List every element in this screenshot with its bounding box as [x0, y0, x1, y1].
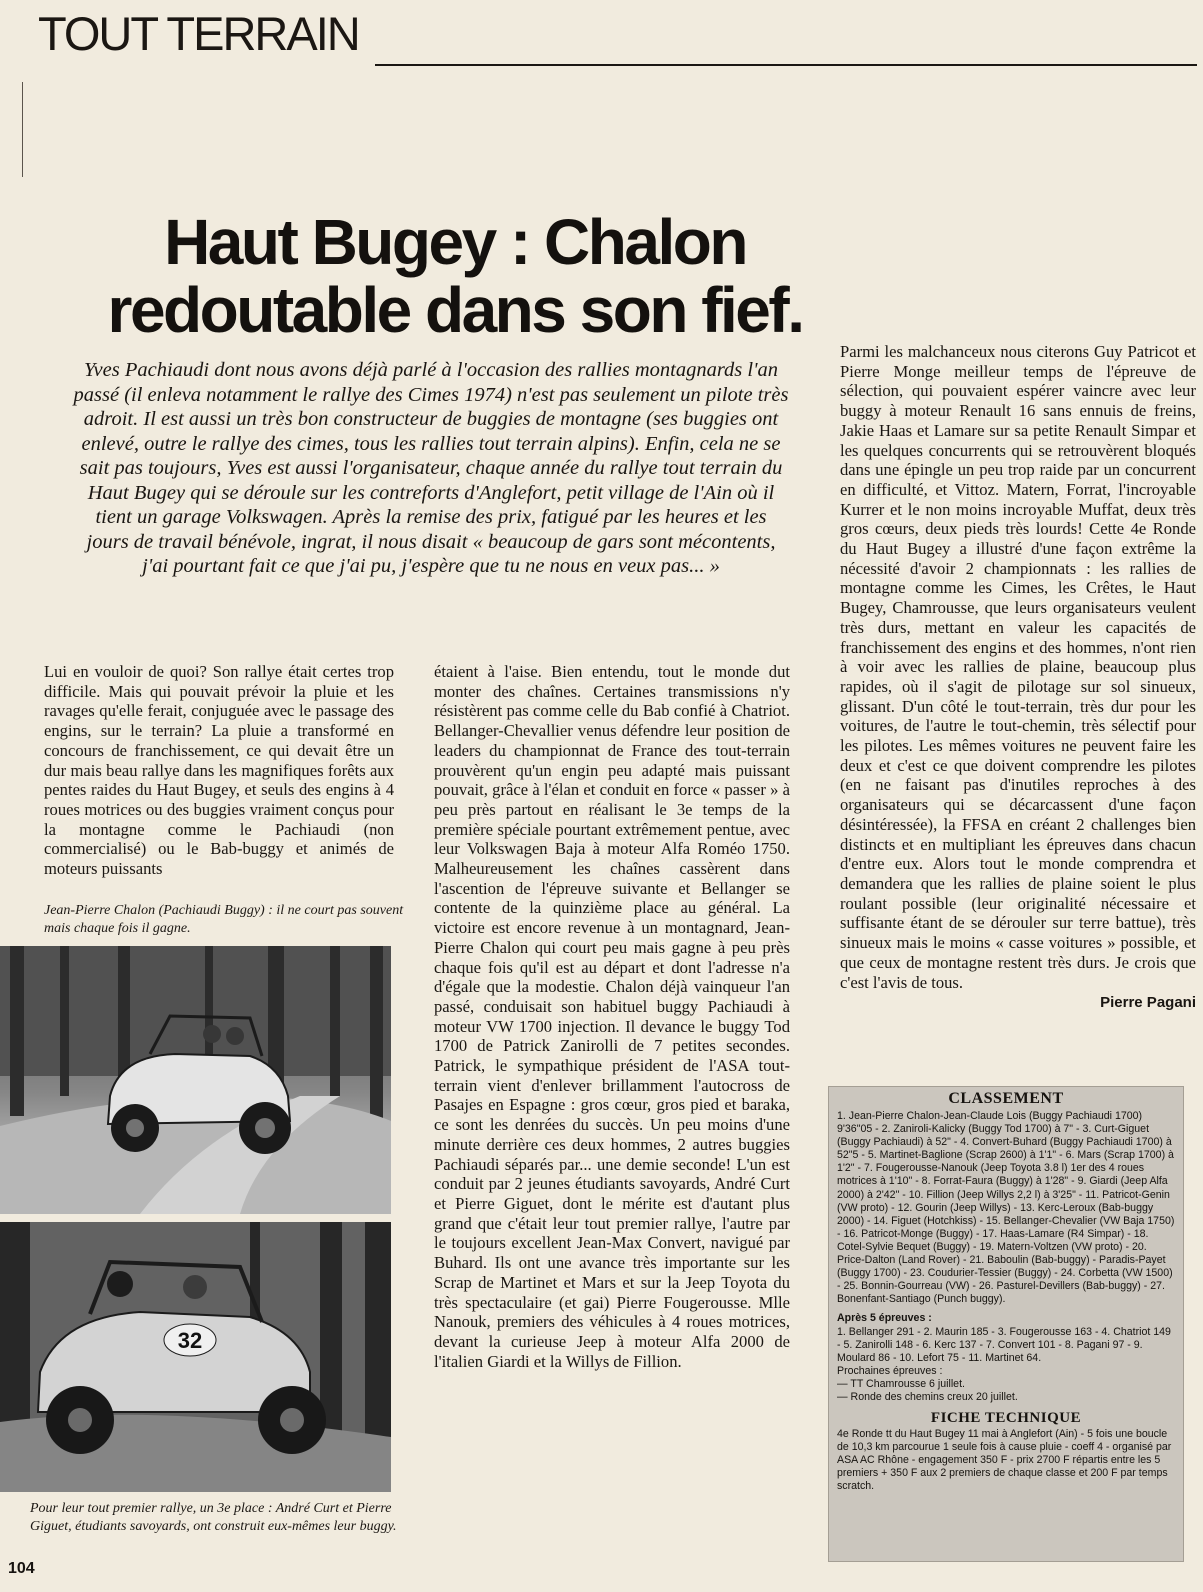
next-event-2: — Ronde des chemins creux 20 juillet.	[837, 1390, 1018, 1403]
header-rule	[375, 64, 1197, 66]
intro-paragraph: Yves Pachiaudi dont nous avons déjà parlé à l'occasion des rallies montagnards l'an passé (il enleva notamment le rallye des Cimes 1974) n'est pas seulement un pilote très adroit. Il est aussi un très bon constructeur de buggies de montagne (ses buggies ont enlevé, outre le rallye des cimes, tous les rallies tout terrain alpins). Enfin, cela ne se sait pas toujours, Yves est aussi l'organisateur, chaque année du rallye tout terrain du Haut Bugey qui se déroule sur les contreforts d'Anglefort, petit village de l'Ain où il tient un garage Volkswagen. Après la remise des prix, fatigué par les heures et les jours de travail bénévole, ingrat, il nous disait « beaucoup de gars sont mécontents, j'ai pourtant fait ce que j'ai pu, j'espère que tu ne nous en veux pas... »	[73, 359, 789, 577]
standings-text: 1. Bellanger 291 - 2. Maurin 185 - 3. Fougerousse 163 - 4. Chatriot 149 - 5. Zanirolli 148 - 6. Kerc 137 - 7. Convert 101 - 8. Pagani 97 - 9. Moulard 86 - 10. Lefort 75 - 11. Martinet 64.	[837, 1325, 1171, 1364]
page-number: 104	[8, 1560, 35, 1577]
column-1-text: Lui en vouloir de quoi? Son rallye était certes trop difficile. Mais qui pouvait prévoir la pluie et les ravages qu'elle ferait, conjuguée avec le passage des engins, sur le terrain? La pluie a transformé en concours de franchissement, ce qui devait être un dur mais beau rallye dans les magnifiques forêts aux pentes raides du Haut Bugey, et seuls des engins à 4 roues motrices ou des buggies vraiment conçus pour la montagne comme le Pachiaudi (non commercialisé) ou le Bab-buggy et animés de moteurs puissants	[44, 662, 394, 879]
plate-number: 32	[177, 1328, 203, 1353]
column-2	[434, 662, 790, 1371]
next-events-label: Prochaines épreuves :	[837, 1364, 943, 1377]
column-1	[44, 662, 394, 879]
column-3	[840, 342, 1196, 1013]
headline-line-1: Haut Bugey : Chalon	[164, 206, 746, 278]
next-event-1: — TT Chamrousse 6 juillet.	[837, 1377, 965, 1390]
photo-2-illustration	[0, 1222, 391, 1492]
classement-list: 1. Jean-Pierre Chalon-Jean-Claude Lois (Buggy Pachiaudi 1700) 9'36"05 - 2. Zaniroli-Kalicky (Buggy Tod 1700) à 7" - 3. Curt-Giguet (Buggy Pachiaudi) à 52" - 4. Convert-Buhard (Buggy Pachiaudi 1700) à 52"5 - 5. Martinet-Baglione (Scrap 2600) à 1'1" - 6. Mars (Scrap 1700) à 1'2" - 7. Fougerousse-Nanouk (Jeep Toyota 3.8 l) 1er des 4 roues motrices à 1'10" - 8. Forrat-Faura (Buggy) à 1'28" - 9. Giardi (Jeep Alfa 2000) à 2'42" - 10. Fillion (Jeep Willys 2,2 l) à 3'25" - 11. Patricot-Genin (VW proto) - 12. Gourin (Jeep Willys) - 13. Kerc-Leroux (Bab-buggy 2000) - 14. Figuet (Hotchkiss) - 15. Bellanger-Chevalier (VW Baja 1750) - 16. Patricot-Monge (Buggy) - 17. Haas-Lamare (R4 Simpar) - 18. Cotel-Sylvie Bequet (Buggy) - 19. Matern-Voltzen (VW proto) - 20. Price-Dalton (Land Rover) - 21. Baboulin (Bab-buggy) - Paradis-Payet (Buggy 1700) - 23. Coudurier-Tessier (Buggy) - 24. Corbetta (VW 1500) - 25. Bonnin-Gourreau (VW) - 26. Pasturel-Devillers (Bab-buggy) - 27. Bonenfant-Santiago (Punch buggy).	[837, 1110, 1175, 1306]
section-title: TOUT TERRAIN	[38, 7, 359, 60]
column-3-text: Parmi les malchanceux nous citerons Guy Patricot et Pierre Monge meilleur temps de l'épreuve de sélection, qui pouvaient espérer vaincre avec leur buggy à moteur Renault 16 sans ennuis de freins, Jakie Haas et Lamare sur sa petite Renault Simpar et les quelques concurrents qui se retrouvèrent bloqués dans une épingle un peu trop raide par un concurrent en difficulté, et Vittoz. Matern, Forrat, l'incroyable Kurrer et le non moins incroyable Muffat, deux très gros cœurs, deux pieds très lourds! Cette 4e Ronde du Haut Bugey a illustré d'une façon extrême la nécessité d'avoir 2 championnats : les rallies de montagne comme les Cimes, les Crêtes, le Haut Bugey, Chamrousse, que leurs organisateurs veulent très durs, mettant en valeur les capacités de franchissement des engins et des hommes, n'ont rien à voir avec les rallies de plaine, beaucoup plus rapides, où il s'agit de pilotage sur sol sinueux, glissant. D'un côté le tout-terrain, très dur pour les voitures, de l'autre le tout-chemin, très sélectif pour les pilotes. Les mêmes voitures ne peuvent faire les deux et c'est ce que doivent comprendre les pilotes (en ne faisant pas d'inutiles reproches à des organisateurs qui se décarcassent d'une façon désintéressée), la FFSA en créant 2 challenges bien distincts et en multipliant les épreuves dans chacun d'entre eux. Alors tout le monde comprendra et demandera que les rallies de plaine soient le plus roulant possible (leur originalité nécessaire et suffisante étant de se dérouler sur terre battue), très sinueux mais le moins « casse voitures » possible, et que ceux de montagne restent très durs. Je crois que c'est l'avis de tous.	[840, 342, 1196, 992]
fiche-technique-title: FICHE TECHNIQUE	[930, 1410, 1082, 1427]
standings-block	[829, 1306, 1183, 1404]
headline-line-2: redoutable dans son fief.	[107, 274, 803, 346]
headline	[70, 208, 840, 344]
author-signature: Pierre Pagani	[1100, 994, 1196, 1012]
margin-rule	[22, 82, 23, 177]
photo-1-illustration	[0, 946, 391, 1214]
fiche-technique-text: 4e Ronde tt du Haut Bugey 11 mai à Anglefort (Ain) - 5 fois une boucle de 10,3 km parcourue 1 seule fois à cause pluie - coeff 4 - organisé par ASA AC Rhône - engagement 350 F - prix 2700 F répartis entre les 5 premiers + 350 F aux 2 premiers de chaque classe et 200 F par temps scratch.	[837, 1428, 1172, 1493]
column-2-text: étaient à l'aise. Bien entendu, tout le monde dut monter des chaînes. Certaines transmissions n'y résistèrent pas comme celle du Bab confié à Chatriot. Bellanger-Chevallier venus défendre leur position de leaders du championnat de France des tout-terrain prouvèrent qu'un engin peu adapté mais puissant pouvait, grâce à l'élan et conduit en force « passer » à peu près partout en réalisant le 3e temps de la première spéciale pourtant extrêmement pentue, avec leur Volkswagen Baja à moteur Alfa Roméo 1750. Malheureusement les chaînes cassèrent dans l'ascention de l'épreuve suivante et Bellanger se contente de la quinzième place au général. La victoire est encore revenue à un montagnard, Jean-Pierre Chalon qui court peu mais gagne à peu près chaque fois qu'il est au départ et dont l'adresse n'a d'égale que la modestie. Chalon déjà vainqueur l'an passé, conduisait son habituel buggy Pachiaudi à moteur VW 1700 injection. Il devance le buggy Tod 1700 de Patrick Zanirolli de 7 petites secondes. Patrick, le sympathique président de l'ASA tout-terrain vient d'enlever brillamment l'autocross de Pasajes en Espagne : gros cœur, gros pied et baraka, ce sont les denrées du succès. Un peu moins d'une minute derrière ces deux hommes, 2 autres buggies Pachiaudi séparés par... une demie seconde! L'un est conduit par 2 jeunes étudiants savoyards, André Curt et Pierre Giguet, dont le mérite est d'autant plus grand que c'était leur tout premier rallye, l'autre par le toujours excellent Jean-Max Convert, navigué par Buhard. Ils ont une avance très importante sur les Scrap de Martinet et Mars et sur la Jeep Toyota du très spectaculaire (et gai) Pierre Fougerousse. Mlle Nanouk, premiers des véhicules à 4 roues motrices, devant la curieuse Jeep à moteur Alfa 2000 de l'italien Giardi et la Willys de Fillion.	[434, 662, 790, 1371]
photo-curt-giguet-buggy	[0, 1222, 391, 1492]
standings-label: Après 5 épreuves :	[837, 1312, 932, 1325]
photo-chalon-buggy	[0, 946, 391, 1214]
photo-2-caption: Pour leur tout premier rallye, un 3e place : André Curt et Pierre Giguet, étudiants savoyards, ont construit eux-mêmes leur buggy.	[30, 1501, 397, 1534]
results-box	[828, 1086, 1184, 1562]
photo-1-caption: Jean-Pierre Chalon (Pachiaudi Buggy) : il ne court pas souvent mais chaque fois il gagne.	[44, 903, 404, 936]
classement-title: CLASSEMENT	[948, 1090, 1064, 1107]
